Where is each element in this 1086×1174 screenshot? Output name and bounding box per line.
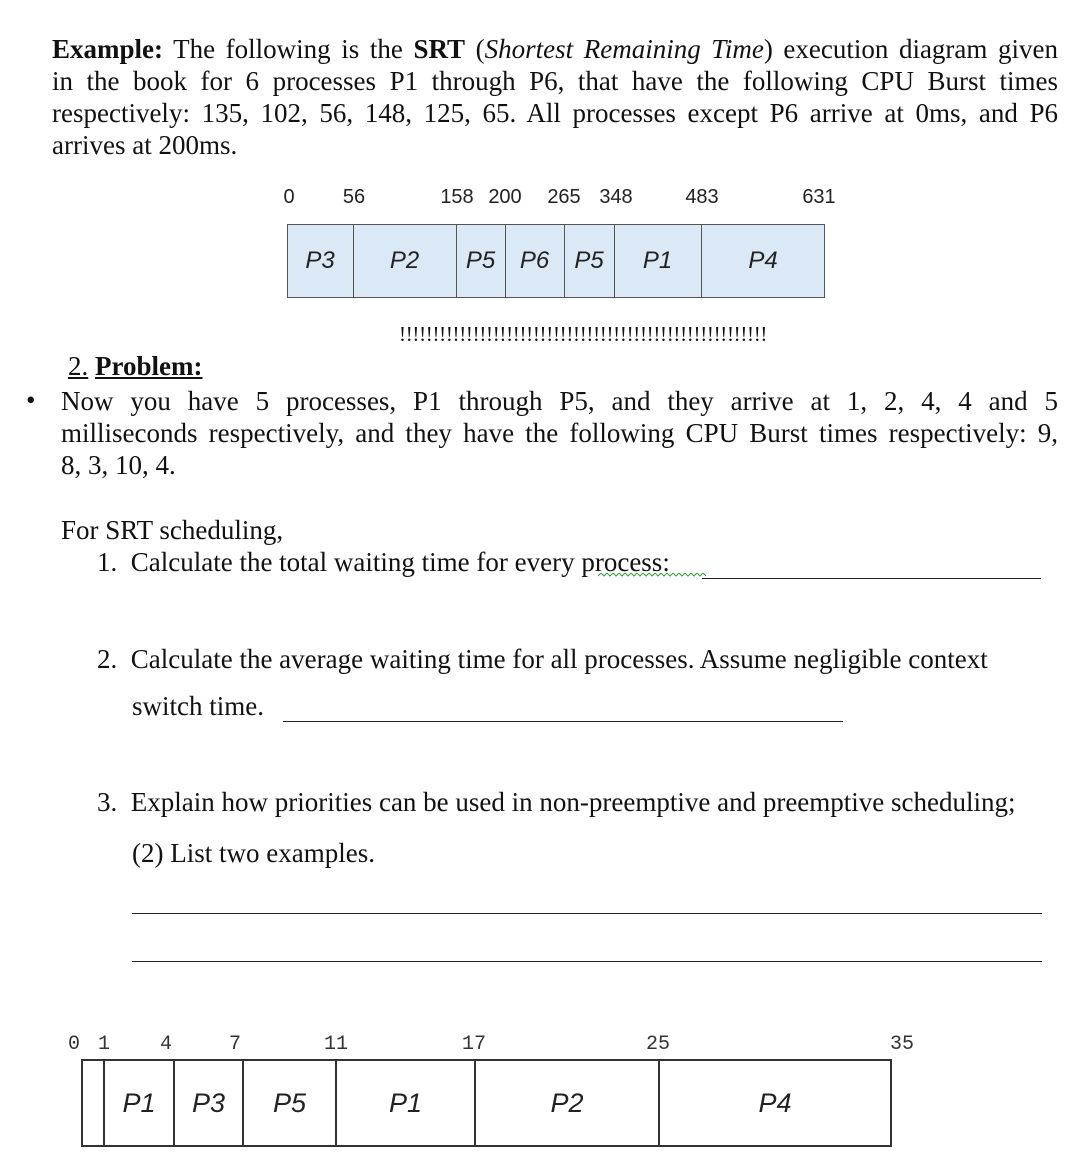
example-paragraph <box>52 33 1058 161</box>
exclamation-row: !!!!!!!!!!!!!!!!!!!!!!!!!!!!!!!!!!!!!!!!!!!!!!!!!!!!!!! <box>399 322 768 346</box>
q3-answer-line-2[interactable] <box>132 961 1042 962</box>
gantt2-tick: 35 <box>889 1033 915 1056</box>
problem-heading <box>68 350 202 382</box>
gantt1-tick: 265 <box>547 186 581 208</box>
gantt1-segment: P2 <box>389 247 420 274</box>
q1-number: 1. <box>97 547 118 577</box>
gantt2-tick: 0 <box>67 1033 81 1056</box>
srt-intro: For SRT scheduling, <box>61 515 284 545</box>
gantt1-tick: 158 <box>440 186 474 208</box>
q2-text-line-2: switch time. <box>132 691 264 721</box>
q1-text: Calculate the total waiting time for every <box>130 547 575 577</box>
srt-acronym: SRT <box>413 34 466 64</box>
problem-line-3: 8, 3, 10, 4. <box>61 450 176 480</box>
gantt1-segment: P4 <box>748 247 778 274</box>
q3-answer-line-1[interactable] <box>132 913 1042 914</box>
question-1 <box>97 546 670 578</box>
gantt1-tick: 200 <box>488 186 522 208</box>
gantt2-segment: P5 <box>272 1087 307 1118</box>
srt-expansion: Shortest Remaining Time <box>484 34 764 64</box>
gantt2-segment: P1 <box>388 1087 423 1118</box>
gantt2-segment: P1 <box>122 1087 156 1118</box>
gantt1-segment: P5 <box>574 247 604 274</box>
spellcheck-squiggle <box>598 573 708 579</box>
gantt1-tick: 0 <box>283 186 295 208</box>
example-line-1: Example: The following is the SRT (Shortest Remaining Time) execution diagram given <box>52 34 1058 64</box>
gantt2-tick: 1 <box>97 1033 111 1056</box>
gantt1-tick: 56 <box>342 186 366 208</box>
q3-number: 3. <box>97 787 118 817</box>
q2-number: 2. <box>97 644 118 674</box>
gantt2-tick: 25 <box>645 1033 671 1056</box>
q2-text-line-1: Calculate the average waiting time for all processes. Assume negligible context <box>130 644 988 674</box>
problem-number: 2. <box>68 351 89 381</box>
example-label: Example: <box>52 34 163 64</box>
gantt1-segment: P5 <box>465 247 496 274</box>
gantt1-segment: P3 <box>305 247 335 274</box>
gantt2-tick: 7 <box>228 1033 242 1056</box>
problem-paragraph <box>61 385 1058 481</box>
gantt2-tick: 17 <box>461 1033 487 1056</box>
gantt1-tick: 631 <box>802 186 836 208</box>
q1-answer-line[interactable] <box>702 578 1041 579</box>
gantt2-segment: P4 <box>758 1087 792 1118</box>
question-3 <box>97 786 1016 818</box>
gantt1-segment: P1 <box>642 247 673 274</box>
problem-title: Problem: <box>95 351 203 381</box>
problem-line-2: milliseconds respectively, and they have the following CPU Burst times respectively: 9, <box>61 418 1058 448</box>
gantt2-tick: 4 <box>159 1033 173 1056</box>
example-line-4: arrives at 200ms. <box>52 130 238 160</box>
gantt2-tick: 11 <box>323 1033 349 1056</box>
gantt2-segment: P3 <box>191 1087 226 1118</box>
q3-text-line-1: Explain how priorities can be used in non-preemptive and preemptive scheduling; <box>130 787 1016 817</box>
gantt2-segment: P2 <box>550 1087 584 1118</box>
question-2 <box>97 643 988 675</box>
q2-answer-line[interactable] <box>283 721 843 722</box>
gantt1-segment: P6 <box>519 247 550 274</box>
q3-text-line-2: (2) List two examples. <box>132 838 375 868</box>
example-line-3: respectively: 135, 102, 56, 148, 125, 65. All processes except P6 arrive at 0ms, and P6 <box>52 98 1058 128</box>
gantt1-tick: 348 <box>599 186 633 208</box>
q1-process-word: process: <box>581 547 670 577</box>
problem-line-1: Now you have 5 processes, P1 through P5, and they arrive at 1, 2, 4, 4 and 5 <box>61 386 1058 416</box>
gantt1-tick: 483 <box>685 186 719 208</box>
bullet-icon: • <box>26 385 36 415</box>
example-line-2: in the book for 6 processes P1 through P6, that have the following CPU Burst times <box>52 66 1058 96</box>
